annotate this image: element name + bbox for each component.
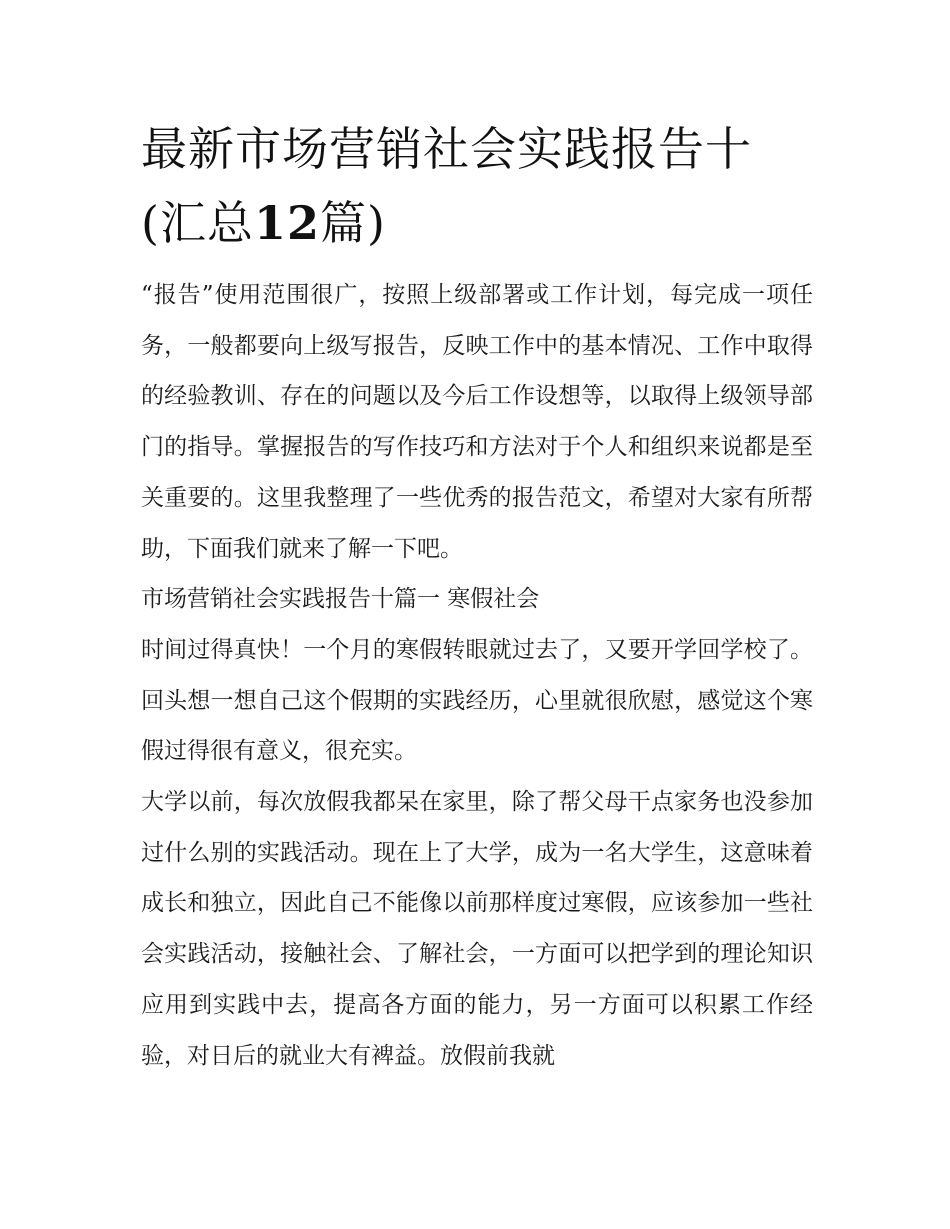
title-line-2-close: 篇) — [319, 196, 386, 250]
body-paragraph-2: 大学以前，每次放假我都呆在家里，除了帮父母干点家务也没参加过什么别的实践活动。现在上了大学，成为一名大学生，这意味着成长和独立，因此自己不能像以前那样度过寒假，应该参加一些社会实践活动，接触社会、了解社会，一方面可以把学到的理论知识应用到实践中去，提高各方面的能力，另一方面可以积累工作经验，对日后的就业大有裨益。放假前我就 — [141, 789, 813, 1069]
title-line-1: 最新市场营销社会实践报告十 — [141, 122, 752, 176]
title-line-2-open: (汇总 — [141, 196, 254, 250]
document-title — [141, 112, 813, 260]
title-line-2-number: 12 — [253, 196, 320, 250]
document-content — [141, 112, 813, 1081]
body-paragraph-1: 时间过得真快！一个月的寒假转眼就过去了，又要开学回学校了。回头想一想自己这个假期的实践经历，心里就很欣慰，感觉这个寒假过得很有意义，很充实。 — [141, 636, 813, 765]
section-heading: 市场营销社会实践报告十篇一 寒假社会 — [141, 586, 540, 613]
intro-paragraph: “报告”使用范围很广，按照上级部署或工作计划，每完成一项任务，一般都要向上级写报告，反映工作中的基本情况、工作中取得的经验教训、存在的问题以及今后工作设想等，以取得上级领导部门的指导。掌握报告的写作技巧和方法对于个人和组织来说都是至关重要的。这里我整理了一些优秀的报告范文，希望对大家有所帮助，下面我们就来了解一下吧。 — [141, 282, 813, 562]
